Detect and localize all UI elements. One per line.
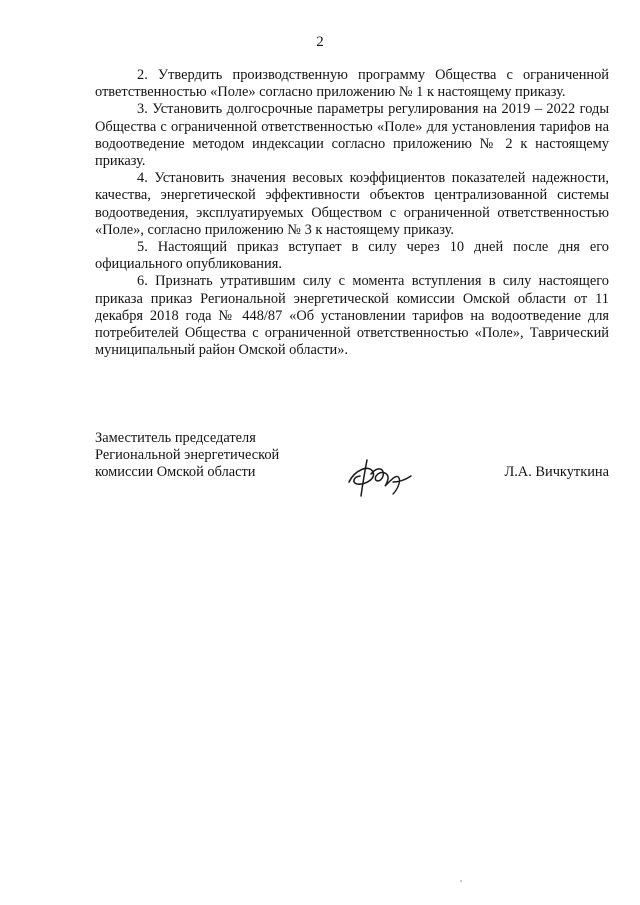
signer-name: Л.А. Вичкуткина: [504, 464, 609, 480]
scan-speck: [460, 880, 462, 882]
page-number: 2: [316, 34, 324, 50]
signature-block: [95, 430, 609, 510]
handwritten-signature: [343, 452, 415, 500]
paragraph-item-5: 5. Настоящий приказ вступает в силу через 10 дней после дня его официального опубликования.: [95, 239, 609, 273]
signer-title-line: Заместитель председателя: [95, 430, 256, 446]
signer-title-line: Региональной энергетической: [95, 447, 280, 464]
order-body: [95, 67, 609, 359]
paragraph-item-6: 6. Признать утратившим силу с момента вступления в силу настоящего приказа приказ Региональной энергетической комиссии Омской области от 11 декабря 2018 года № 448/87 «Об установлении тарифов на водоотведение для потребителей Общества с ограниченной ответственностью «Поле», Таврический муниципальный район Омской области».: [95, 273, 609, 359]
signer-title-line: комиссии Омской области: [95, 464, 256, 481]
paragraph-item-2: 2. Утвердить производственную программу Общества с ограниченной ответственностью «Поле» согласно приложению № 1 к настоящему приказу.: [95, 67, 609, 101]
paragraph-item-4: 4. Установить значения весовых коэффициентов показателей надежности, качества, энергетической эффективности объектов централизованной системы водоотведения, эксплуатируемых Обществом с ограниченной ответственностью «Поле», согласно приложению № 3 к настоящему приказу.: [95, 170, 609, 238]
signer-title: [95, 430, 279, 482]
paragraph-item-3: 3. Установить долгосрочные параметры регулирования на 2019 – 2022 годы Общества с ограниченной ответственностью «Поле» для установления тарифов на водоотведение методом индексации согласно приложению № 2 к настоящему приказу.: [95, 101, 609, 170]
